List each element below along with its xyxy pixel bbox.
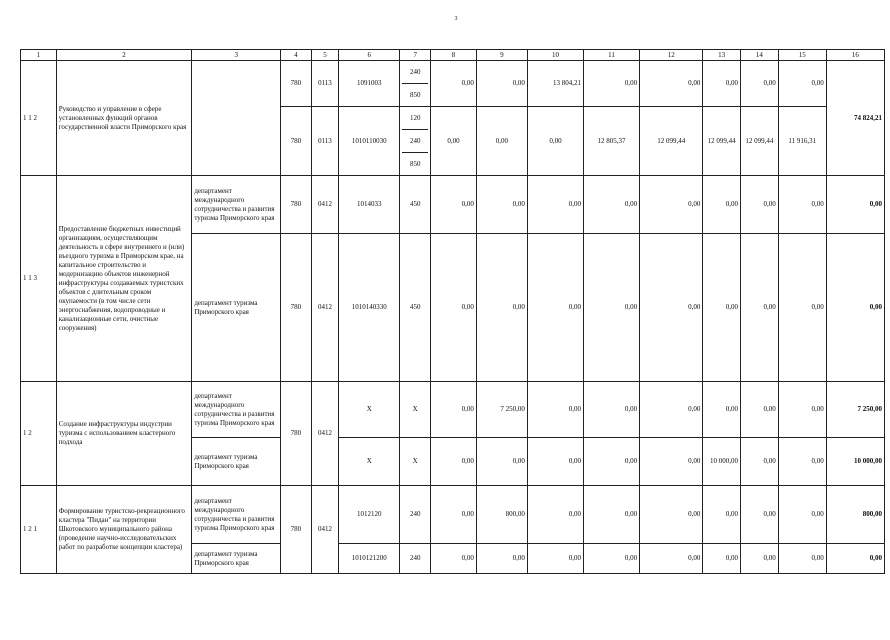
cell-value: 0,00 xyxy=(741,176,779,234)
c7-code: 120 xyxy=(402,107,428,130)
col-header: 7 xyxy=(400,50,431,61)
cell-value: 0,00 xyxy=(741,438,779,486)
cell-value: 0,00 xyxy=(703,544,741,574)
cell-value: 0,00 xyxy=(431,438,477,486)
cell-value: 0,00 xyxy=(527,438,583,486)
cell-value: 0,00 xyxy=(527,486,583,544)
col-header: 6 xyxy=(339,50,400,61)
cell-c7: 450 xyxy=(400,234,431,382)
table-row xyxy=(21,176,885,234)
table-row xyxy=(21,61,885,107)
cell-c5: 0113 xyxy=(311,61,339,107)
cell-c7: 240 xyxy=(400,544,431,574)
row-name: Создание инфраструктуры индустрии туризма с использованием кластерного подхода xyxy=(56,382,192,486)
col-header: 1 xyxy=(21,50,57,61)
cell-value: 0,00 xyxy=(583,382,639,438)
cell-value: 13 804,21 xyxy=(527,61,583,107)
cell-c6: 1010110030 xyxy=(339,107,400,176)
cell-value: 0,00 xyxy=(778,486,826,544)
row-total: 0,00 xyxy=(826,176,884,234)
row-name: Руководство и управление в сфере установленных функций органов государственной власти Приморского края xyxy=(56,61,192,176)
cell-value: 0,00 xyxy=(431,486,477,544)
cell-value: 12 099,44 xyxy=(703,107,741,176)
cell-value: 0,00 xyxy=(431,61,477,107)
col-header: 4 xyxy=(281,50,312,61)
executor-cell: департамент международного сотрудничества и развития туризма Приморского края xyxy=(192,176,281,234)
cell-value: 0,00 xyxy=(741,61,779,107)
col-header: 5 xyxy=(311,50,339,61)
cell-value: 0,00 xyxy=(431,234,477,382)
cell-c4: 780 xyxy=(281,486,312,574)
col-header: 14 xyxy=(741,50,779,61)
col-header: 9 xyxy=(476,50,527,61)
row-total: 0,00 xyxy=(826,234,884,382)
col-header: 2 xyxy=(56,50,192,61)
cell-value: 0,00 xyxy=(640,176,703,234)
cell-c4: 780 xyxy=(281,176,312,234)
c7-code: 850 xyxy=(409,90,421,99)
row-number: 1 1 3 xyxy=(21,176,57,382)
cell-value: 0,00 xyxy=(431,382,477,438)
cell-c7: 450 xyxy=(400,176,431,234)
row-number: 1 2 1 xyxy=(21,486,57,574)
cell-value: 0,00 xyxy=(583,544,639,574)
executor-cell: департамент туризма Приморского края xyxy=(192,438,281,486)
cell-value: 0,00 xyxy=(476,176,527,234)
cell-value: 0,00 xyxy=(640,486,703,544)
c7-code: 850 xyxy=(409,159,421,168)
cell-value: 0,00 xyxy=(703,176,741,234)
cell-value: 0,00 xyxy=(741,234,779,382)
cell-value: 0,00 xyxy=(527,544,583,574)
cell-value: 12 805,37 xyxy=(583,107,639,176)
cell-value: 0,00 xyxy=(778,544,826,574)
row-total: 10 000,00 xyxy=(826,438,884,486)
cell-value: 0,00 xyxy=(778,234,826,382)
header-row xyxy=(21,50,885,61)
cell-value: 0,00 xyxy=(640,234,703,382)
cell-value: 0,00 xyxy=(640,544,703,574)
cell-c7: X xyxy=(400,438,431,486)
col-header: 10 xyxy=(527,50,583,61)
cell-value: 0,00 xyxy=(640,61,703,107)
cell-value: 0,00 xyxy=(527,176,583,234)
cell-value: 0,00 xyxy=(583,61,639,107)
table-row xyxy=(21,486,885,544)
cell-value: 0,00 xyxy=(476,107,527,176)
cell-value: 0,00 xyxy=(741,382,779,438)
budget-table xyxy=(20,49,885,574)
cell-value: 0,00 xyxy=(431,176,477,234)
cell-value: 0,00 xyxy=(476,544,527,574)
cell-value: 0,00 xyxy=(476,234,527,382)
cell-value: 0,00 xyxy=(778,61,826,107)
cell-value: 0,00 xyxy=(431,544,477,574)
col-header: 16 xyxy=(826,50,884,61)
c7-code: 240 xyxy=(402,130,428,153)
col-header: 8 xyxy=(431,50,477,61)
cell-c5: 0412 xyxy=(311,382,339,486)
cell-c7 xyxy=(400,107,431,176)
cell-c4: 780 xyxy=(281,61,312,107)
cell-c5: 0113 xyxy=(311,107,339,176)
col-header: 15 xyxy=(778,50,826,61)
row-total: 7 250,00 xyxy=(826,382,884,438)
executor-cell: департамент международного сотрудничества и развития туризма Приморского края xyxy=(192,382,281,438)
cell-value: 0,00 xyxy=(703,486,741,544)
table-row xyxy=(21,382,885,438)
cell-value: 11 916,31 xyxy=(778,107,826,176)
col-header: 3 xyxy=(192,50,281,61)
cell-c5: 0412 xyxy=(311,486,339,574)
cell-c4: 780 xyxy=(281,107,312,176)
cell-c6: 1012120 xyxy=(339,486,400,544)
executor-cell: департамент туризма Приморского края xyxy=(192,234,281,382)
row-total: 800,00 xyxy=(826,486,884,544)
executor-cell: департамент туризма Приморского края xyxy=(192,544,281,574)
row-total: 0,00 xyxy=(826,544,884,574)
page-number: 3 xyxy=(454,16,458,22)
cell-c6: X xyxy=(339,438,400,486)
cell-value: 0,00 xyxy=(476,438,527,486)
cell-c6: X xyxy=(339,382,400,438)
col-header: 12 xyxy=(640,50,703,61)
cell-c5: 0412 xyxy=(311,176,339,234)
executor-cell: департамент международного сотрудничества и развития туризма Приморского края xyxy=(192,486,281,544)
cell-value: 0,00 xyxy=(527,107,583,176)
c7-code: 240 xyxy=(402,61,428,84)
row-number: 1 2 xyxy=(21,382,57,486)
cell-value: 0,00 xyxy=(476,61,527,107)
cell-c7: 240 xyxy=(400,486,431,544)
cell-c4: 780 xyxy=(281,382,312,486)
cell-c7 xyxy=(400,61,431,107)
cell-value: 0,00 xyxy=(703,382,741,438)
cell-value: 7 250,00 xyxy=(476,382,527,438)
cell-value: 0,00 xyxy=(583,438,639,486)
cell-value: 0,00 xyxy=(431,107,477,176)
cell-c6: 1014033 xyxy=(339,176,400,234)
row-name: Формирование туристско-рекреационного кластера "Пидан" на территории Шкотовского муниципального района (проведение научно-исследовательских работ по разработке концепции кластера) xyxy=(56,486,192,574)
cell-c7: X xyxy=(400,382,431,438)
cell-value: 0,00 xyxy=(640,438,703,486)
cell-c6: 1091003 xyxy=(339,61,400,107)
cell-value: 0,00 xyxy=(583,486,639,544)
cell-value: 0,00 xyxy=(703,234,741,382)
cell-value: 12 099,44 xyxy=(741,107,779,176)
col-header: 11 xyxy=(583,50,639,61)
cell-value: 0,00 xyxy=(778,176,826,234)
cell-value: 0,00 xyxy=(703,61,741,107)
cell-value: 12 099,44 xyxy=(640,107,703,176)
cell-value: 800,00 xyxy=(476,486,527,544)
cell-value: 0,00 xyxy=(583,234,639,382)
cell-value: 0,00 xyxy=(640,382,703,438)
row-number: 1 1 2 xyxy=(21,61,57,176)
cell-c6: 1010121200 xyxy=(339,544,400,574)
cell-value: 0,00 xyxy=(583,176,639,234)
executor-cell xyxy=(192,61,281,176)
row-name: Предоставление бюджетных инвестиций организациям, осуществляющим деятельность в сфере внутреннего и (или) въездного туризма в Приморском крае, на капитальное строительство и модернизацию объектов инженерной инфраструктуры создаваемых туристских объектов с длительным сроком окупаемости (в том числе сети энергоснабжения, водопроводные и канализационные сети, очистные сооружения) xyxy=(56,176,192,382)
cell-value: 0,00 xyxy=(741,486,779,544)
cell-value: 10 000,00 xyxy=(703,438,741,486)
col-header: 13 xyxy=(703,50,741,61)
cell-value: 0,00 xyxy=(741,544,779,574)
cell-value: 0,00 xyxy=(778,382,826,438)
cell-c5: 0412 xyxy=(311,234,339,382)
cell-value: 0,00 xyxy=(527,234,583,382)
row-total: 74 824,21 xyxy=(826,61,884,176)
cell-c6: 1010140330 xyxy=(339,234,400,382)
cell-value: 0,00 xyxy=(778,438,826,486)
cell-value: 0,00 xyxy=(527,382,583,438)
cell-c4: 780 xyxy=(281,234,312,382)
